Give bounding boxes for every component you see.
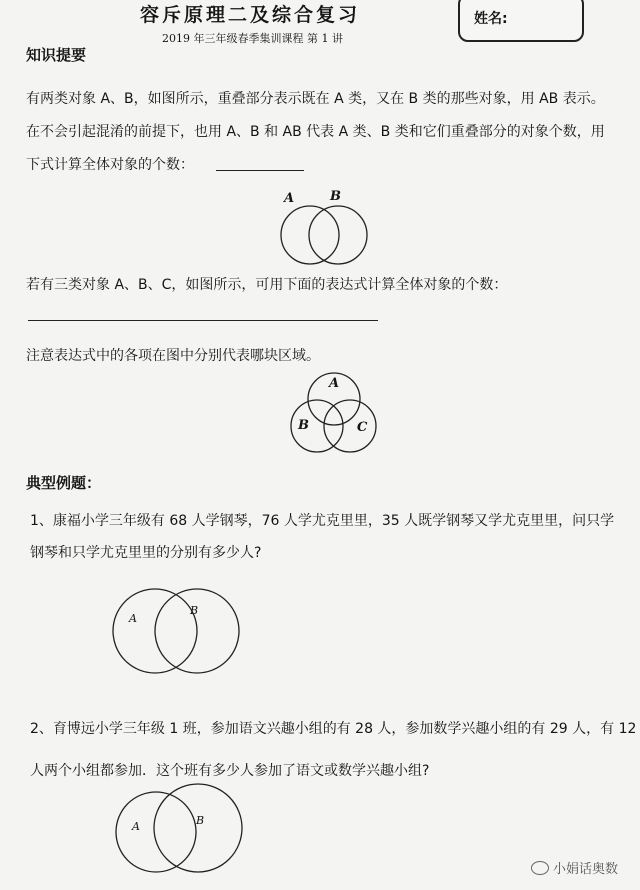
answer-blank-two-sets (216, 170, 304, 171)
examples-heading: 典型例题： (26, 474, 102, 492)
name-label: 姓名: (474, 11, 508, 27)
answer-blank-three-sets (28, 320, 378, 321)
knowledge-paragraph-5: 注意表达式中的各项在图中分别代表哪块区域。 (26, 348, 320, 364)
venn-label-a: A (129, 612, 137, 625)
knowledge-paragraph-4: 若有三类对象 A、B、C，如图所示，可用下面的表达式计算全体对象的个数： (26, 277, 508, 293)
knowledge-paragraph-1: 有两类对象 A、B，如图所示，重叠部分表示既在 A 类，又在 B 类的那些对象，用 AB 表示。 (26, 91, 605, 107)
venn-label-b: B (196, 814, 205, 827)
venn-label-b: B (298, 418, 309, 433)
wechat-icon (531, 861, 549, 875)
venn-label-a: A (284, 191, 295, 206)
course-subtitle: 2019 年三年级春季集训课程 第 1 讲 (162, 32, 343, 45)
question-1-line-2: 钢琴和只学尤克里里的分别有多少人? (30, 545, 262, 561)
question-2-line-2: 人两个小组都参加．这个班有多少人参加了语文或数学兴趣小组? (30, 763, 430, 779)
knowledge-paragraph-3: 下式计算全体对象的个数： (26, 157, 194, 173)
watermark (531, 858, 618, 877)
venn-diagram-two-sets (270, 195, 390, 275)
venn-circle-c (324, 400, 376, 452)
venn-circle-b (309, 206, 367, 264)
venn-label-b: B (190, 604, 199, 617)
venn-label-c: C (357, 420, 368, 435)
venn-label-a: A (329, 376, 340, 391)
venn-label-a: A (132, 820, 140, 833)
watermark-text: 小娟话奥数 (552, 862, 618, 877)
venn-diagram-question-1 (105, 585, 255, 685)
name-box (458, 0, 584, 42)
page-title: 容斥原理二及综合复习 (140, 4, 361, 26)
venn-label-b: B (330, 189, 341, 204)
venn-circle-a (116, 792, 196, 872)
knowledge-paragraph-2: 在不会引起混淆的前提下，也用 A、B 和 AB 代表 A 类、B 类和它们重叠部分的对象个数，用 (26, 124, 605, 140)
knowledge-heading: 知识提要 (26, 46, 87, 64)
venn-diagram-question-2 (112, 780, 262, 890)
venn-circle-b (154, 784, 242, 872)
question-1-line-1: 1、康福小学三年级有 68 人学钢琴，76 人学尤克里里，35 人既学钢琴又学尤克里里，问只学 (30, 513, 615, 529)
question-2-line-1: 2、育博远小学三年级 1 班，参加语文兴趣小组的有 28 人，参加数学兴趣小组的有 29 人，有 12 (30, 721, 637, 737)
venn-circle-a (281, 206, 339, 264)
